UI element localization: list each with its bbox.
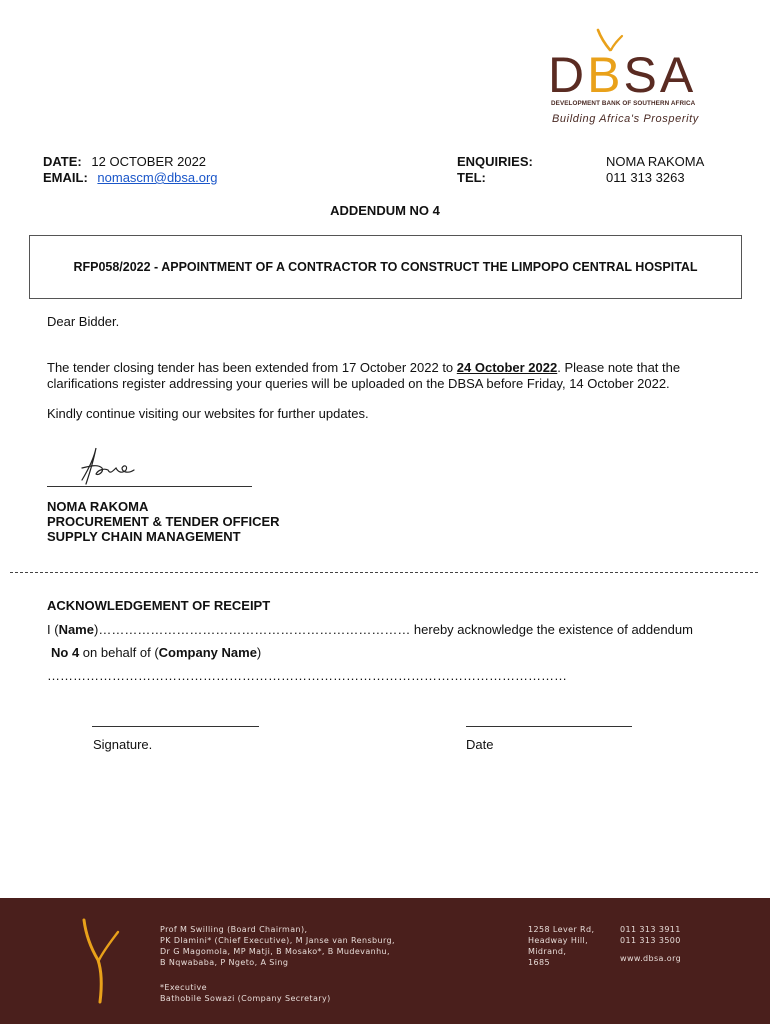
name-field-label: Name bbox=[58, 622, 94, 637]
footer-board-members: Prof M Swilling (Board Chairman), PK Dlamini* (Chief Executive), M Janse van Rensburg, Dr G Magomola, MP Matji, B Mosako*, B Mudevanhu, B Nqwababa, P Ngeto, A Sing bbox=[160, 925, 395, 967]
email-row bbox=[43, 170, 218, 186]
footer-website[interactable]: www.dbsa.org bbox=[620, 954, 682, 963]
receipt-heading: ACKNOWLEDGEMENT OF RECEIPT bbox=[47, 598, 271, 613]
footer-phones: 011 313 3911 011 313 3500 bbox=[620, 925, 681, 945]
signature-label: Signature. bbox=[93, 737, 153, 752]
body-paragraph-1 bbox=[47, 360, 747, 392]
enquiries-value: NOMA RAKOMA bbox=[606, 154, 705, 169]
line1-prefix: I ( bbox=[47, 622, 59, 637]
section-divider bbox=[10, 572, 758, 573]
tel-label: TEL: bbox=[457, 170, 486, 185]
signatory-role: PROCUREMENT & TENDER OFFICER bbox=[47, 514, 280, 529]
dbsa-emblem-icon bbox=[78, 916, 126, 1006]
title-box bbox=[29, 235, 742, 299]
addendum-number: No 4 bbox=[51, 645, 80, 660]
para1-after: . Please note that the clarifications register addressing your queries will be uploaded on the DBSA before Friday, 14 October 2022. bbox=[47, 360, 681, 391]
dbsa-logo bbox=[548, 28, 728, 128]
document-title: RFP058/2022 - APPOINTMENT OF A CONTRACTOR TO CONSTRUCT THE LIMPOPO CENTRAL HOSPITAL bbox=[73, 260, 698, 274]
line2-end: ) bbox=[256, 645, 262, 660]
para1-before: The tender closing tender has been extended from 17 October 2022 to bbox=[47, 360, 457, 375]
company-field-dots: ………………………………………………………………………………………………………… bbox=[47, 668, 567, 683]
date-value: 12 OCTOBER 2022 bbox=[91, 154, 207, 169]
tel-value: 011 313 3263 bbox=[606, 170, 685, 185]
email-link[interactable]: nomascm@dbsa.org bbox=[97, 170, 218, 185]
receipt-date-line bbox=[466, 726, 632, 727]
salutation: Dear Bidder. bbox=[47, 314, 120, 329]
signature-line bbox=[47, 486, 252, 487]
receipt-line-1 bbox=[47, 622, 693, 638]
addendum-heading: ADDENDUM NO 4 bbox=[330, 203, 440, 218]
receipt-line-2 bbox=[51, 645, 261, 661]
email-label: EMAIL: bbox=[43, 170, 88, 185]
date-label: DATE: bbox=[43, 154, 82, 169]
body-paragraph-2: Kindly continue visiting our websites for further updates. bbox=[47, 406, 369, 421]
new-closing-date: 24 October 2022 bbox=[456, 360, 558, 375]
name-field-dots: )……………………………………………………………… hereby acknowledge the existence of addendum bbox=[93, 622, 693, 637]
company-field-label: Company Name bbox=[158, 645, 257, 660]
footer-band bbox=[0, 898, 770, 1024]
logo-subtitle: DEVELOPMENT BANK OF SOUTHERN AFRICA bbox=[551, 100, 696, 107]
date-field-label: Date bbox=[466, 737, 494, 752]
logo-wordmark: DBSA bbox=[548, 47, 697, 103]
line2-mid: on behalf of ( bbox=[79, 645, 159, 660]
enquiries-label: ENQUIRIES: bbox=[457, 154, 533, 169]
footer-address: 1258 Lever Rd, Headway Hill, Midrand, 1685 bbox=[528, 925, 595, 967]
logo-tagline: Building Africa's Prosperity bbox=[552, 113, 699, 125]
receipt-signature-line bbox=[92, 726, 259, 727]
footer-company-secretary: *Executive Bathobile Sowazi (Company Secretary) bbox=[160, 983, 331, 1003]
date-row bbox=[43, 154, 206, 170]
signatory-department: SUPPLY CHAIN MANAGEMENT bbox=[47, 529, 241, 544]
handwritten-signature-icon bbox=[68, 444, 138, 489]
signatory-name: NOMA RAKOMA bbox=[47, 499, 149, 514]
